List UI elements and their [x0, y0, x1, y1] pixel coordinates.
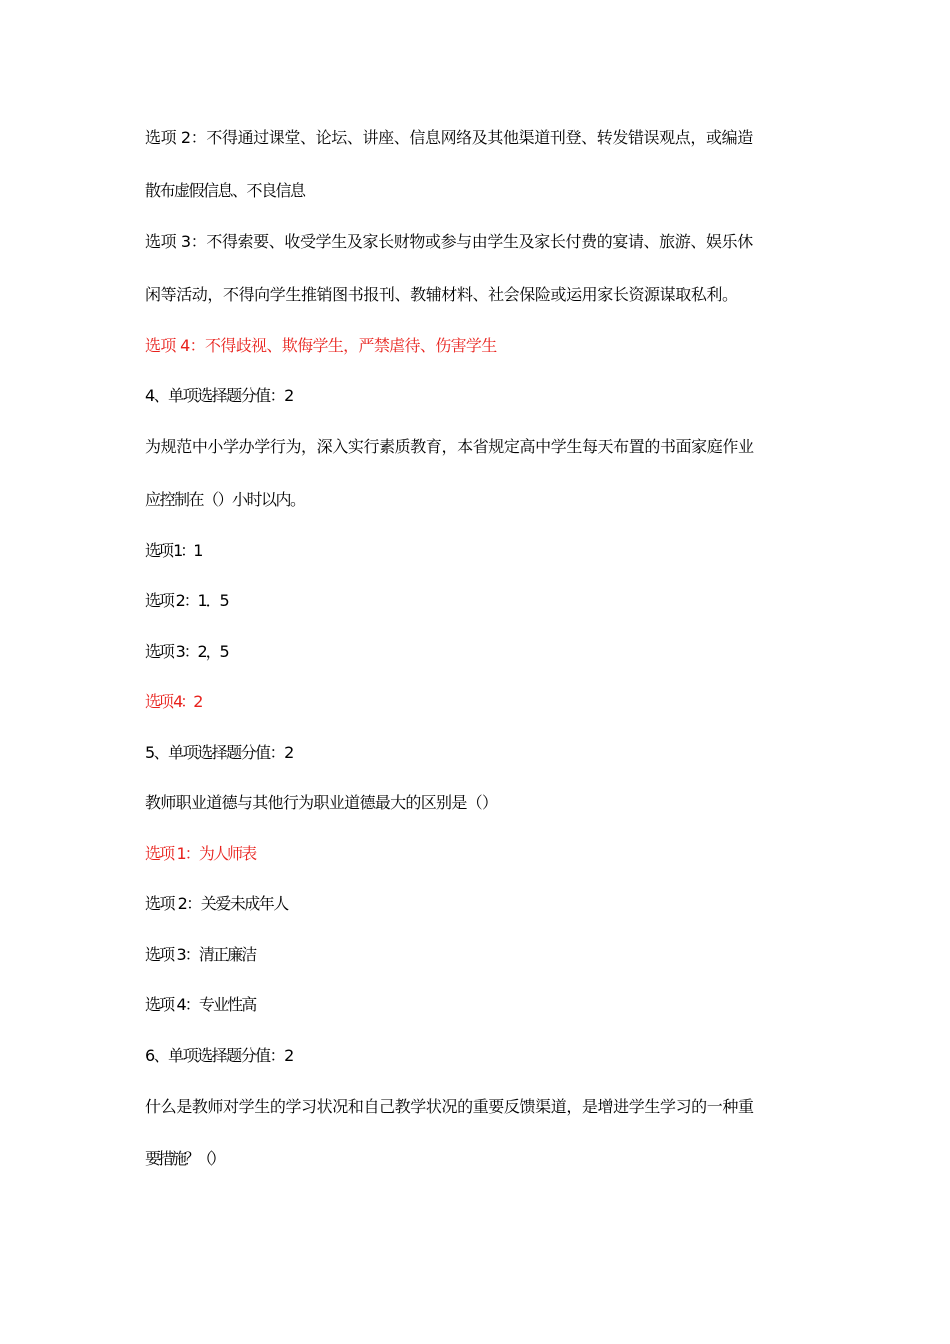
q3-option-2-line-2: 散布虚假信息、不良信息: [145, 181, 305, 200]
question-6-text-line-1: 什么是教师对学生的学习状况和自己教学状况的重要反馈渠道，是增进学生学习的一种重: [145, 1097, 754, 1116]
question-4-text-line-2: 应控制在（）小时以内。: [145, 490, 305, 509]
q5-option-3: 选项 3：清正廉洁: [145, 945, 256, 964]
q4-option-2: 选项 2：1．5: [145, 591, 228, 610]
question-6-text-line-2: 要措施？（）: [145, 1149, 224, 1168]
q4-option-1: 选项 1：1: [145, 541, 201, 560]
question-5-header: 5、单项选择题分值：2: [145, 743, 293, 762]
q3-option-3-line-2: 闲等活动，不得向学生推销图书报刊、教辅材料、社会保险或运用家长资源谋取私利。: [145, 285, 738, 304]
q5-option-1-correct: 选项 1：为人师表: [145, 844, 256, 863]
q5-option-4: 选项 4：专业性高: [145, 995, 256, 1014]
q5-option-2: 选项 2：关爱未成年人: [145, 894, 288, 913]
q4-option-4-correct: 选项 4：2: [145, 692, 201, 711]
q4-option-3: 选项 3：2，5: [145, 642, 228, 661]
q3-option-4-correct: 选项 4：不得歧视、欺侮学生，严禁虐待、伤害学生: [145, 336, 497, 355]
question-4-header: 4、单项选择题分值：2: [145, 386, 293, 405]
question-6-header: 6、单项选择题分值：2: [145, 1046, 293, 1065]
question-4-text-line-1: 为规范中小学办学行为，深入实行素质教育，本省规定高中学生每天布置的书面家庭作业: [145, 437, 754, 456]
q3-option-2-line-1: 选项 2：不得通过课堂、论坛、讲座、信息网络及其他渠道刊登、转发错误观点，或编造: [145, 128, 753, 147]
question-5-text: 教师职业道德与其他行为职业道德最大的区别是（）: [145, 793, 498, 812]
q3-option-3-line-1: 选项 3：不得索要、收受学生及家长财物或参与由学生及家长付费的宴请、旅游、娱乐休: [145, 232, 753, 251]
